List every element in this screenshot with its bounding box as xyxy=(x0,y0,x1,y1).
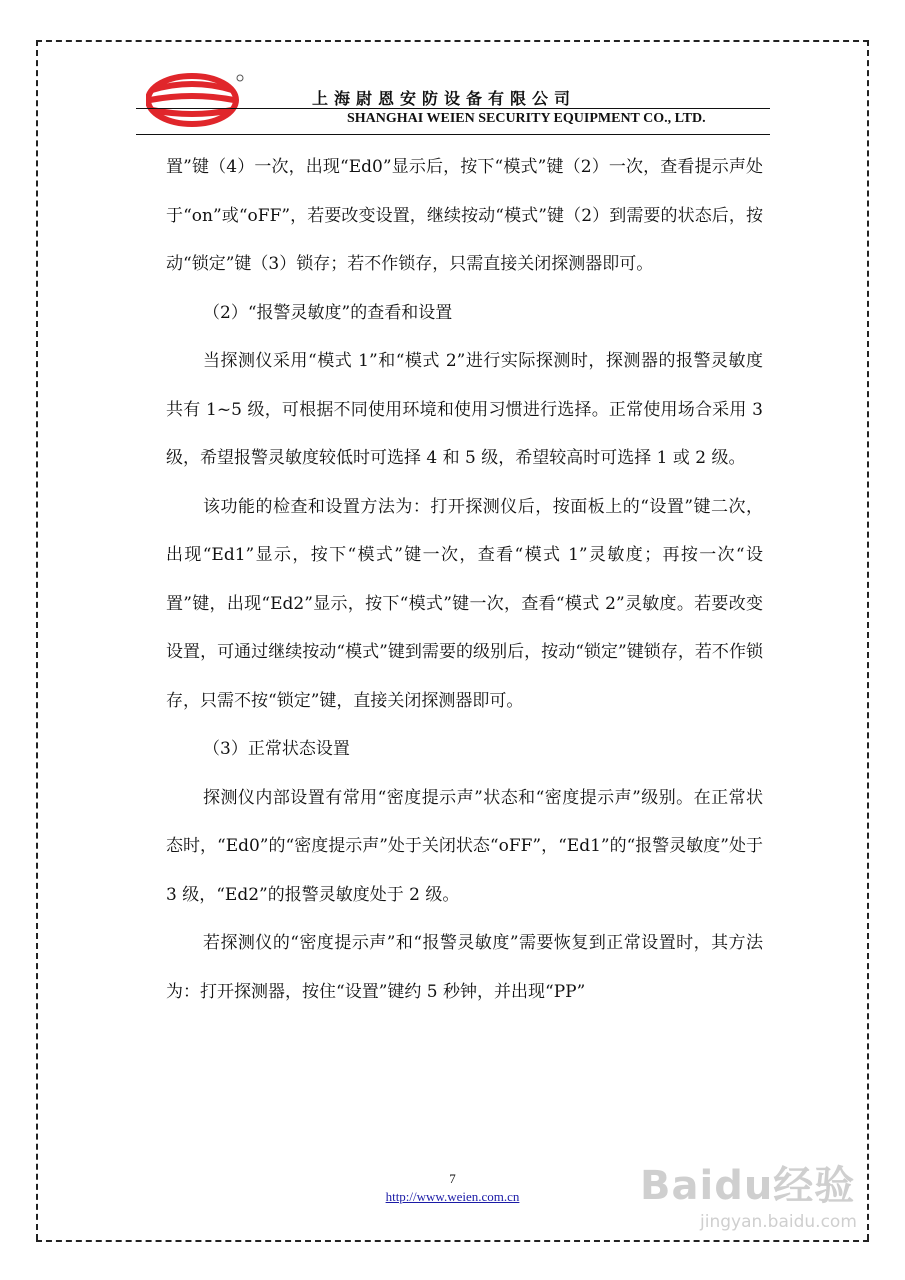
company-logo-icon xyxy=(146,68,246,128)
page-border-right xyxy=(867,40,869,1240)
header-divider-bottom xyxy=(136,134,770,135)
document-body xyxy=(166,143,763,1016)
paragraph: 置”键（4）一次，出现“Ed0”显示后，按下“模式”键（2）一次，查看提示声处于“on”或“oFF”，若要改变设置，继续按动“模式”键（2）到需要的状态后，按动“锁定”键（3）锁存；若不作锁存，只需直接关闭探测器即可。 xyxy=(166,157,763,274)
company-name-english: SHANGHAI WEIEN SECURITY EQUIPMENT CO., LTD. xyxy=(347,111,706,126)
page-border-bottom xyxy=(36,1240,869,1242)
page-border-left xyxy=(36,40,38,1240)
page-border-top xyxy=(36,40,869,42)
section-heading: （3）正常状态设置 xyxy=(203,739,350,759)
section-heading: （2）“报警灵敏度”的查看和设置 xyxy=(203,302,453,323)
paragraph: 该功能的检查和设置方法为：打开探测仪后，按面板上的“设置”键二次，出现“Ed1”显示，按下“模式”键一次，查看“模式 1”灵敏度；再按一次“设置”键，出现“Ed2”显示，按下“模式”键一次，查看“模式 2”灵敏度。若要改变设置，可通过继续按动“模式”键到需要的级别后，按动“锁定”键锁存，若不作锁存，只需不按“锁定”键，直接关闭探测器即可。 xyxy=(166,496,763,711)
company-name-chinese: 上海尉恩安防设备有限公司 xyxy=(312,89,577,108)
website-link[interactable]: http://www.weien.com.cn xyxy=(385,1189,520,1204)
page-number: 7 xyxy=(449,1171,456,1186)
paragraph: 若探测仪的“密度提示声”和“报警灵敏度”需要恢复到正常设置时，其方法为：打开探测器，按住“设置”键约 5 秒钟，并出现“PP” xyxy=(166,933,763,1002)
paragraph: 探测仪内部设置有常用“密度提示声”状态和“密度提示声”级别。在正常状态时，“Ed0”的“密度提示声”处于关闭状态“oFF”，“Ed1”的“报警灵敏度”处于 3 级，“Ed2”的报警灵敏度处于 2 级。 xyxy=(166,787,763,905)
header-divider xyxy=(136,108,770,109)
paragraph: 当探测仪采用“模式 1”和“模式 2”进行实际探测时，探测器的报警灵敏度共有 1~5 级，可根据不同使用环境和使用习惯进行选择。正常使用场合采用 3 级，希望报警灵敏度较低时可选择 4 和 5 级，希望较高时可选择 1 或 2 级。 xyxy=(166,351,763,468)
baidu-watermark-url: jingyan.baidu.com xyxy=(700,1212,857,1232)
baidu-watermark-logo: Baidu经验 xyxy=(640,1163,856,1209)
